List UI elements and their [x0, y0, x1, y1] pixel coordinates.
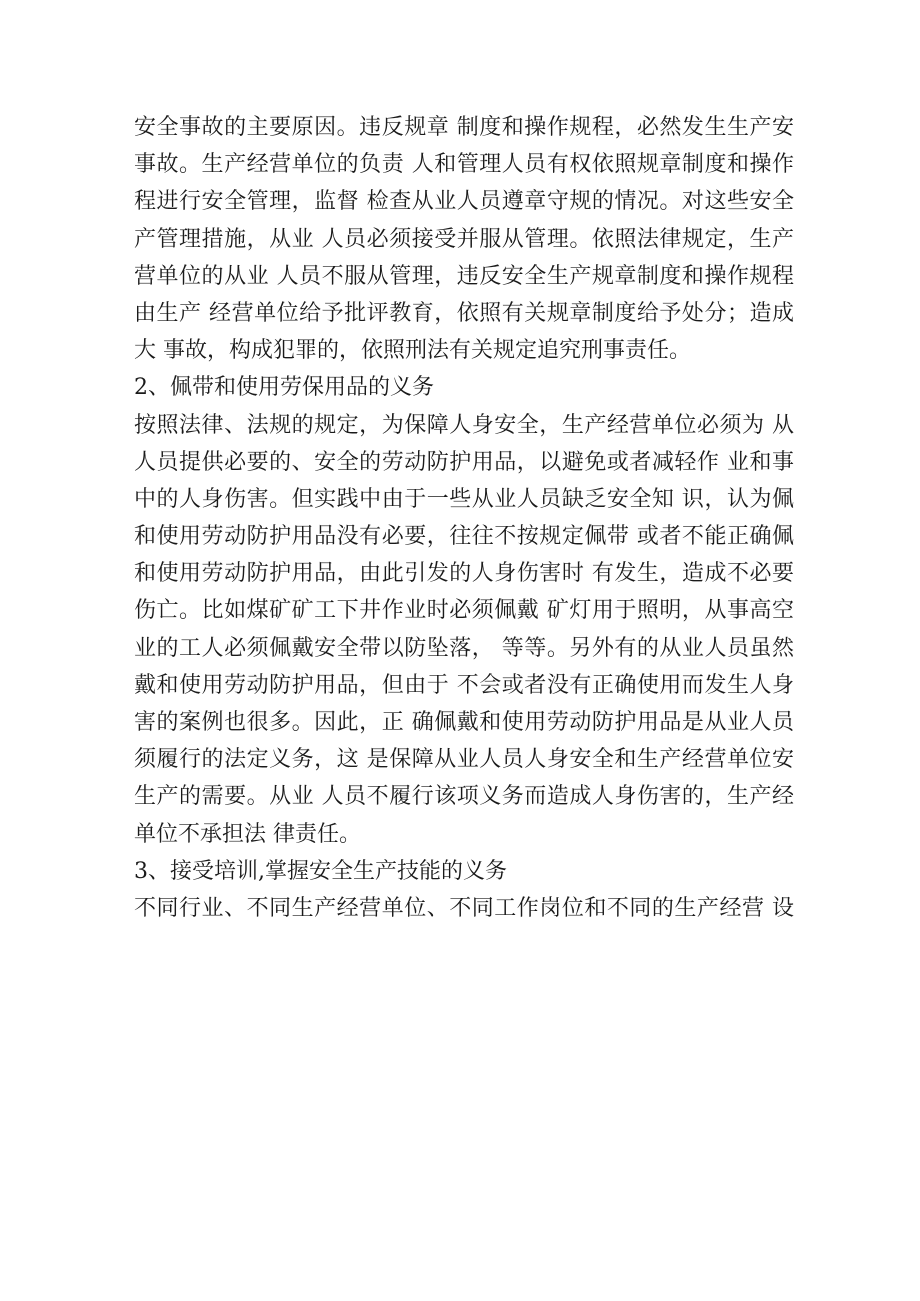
text-line: 生产的需要。从业 人员不履行该项义务而造成人身伤害的，生产经: [134, 784, 794, 810]
text-line: 产管理措施，从业 人员必须接受并服从管理。依照法律规定，生产: [134, 226, 794, 252]
text-line: 须履行的法定义务，这 是保障从业人员人身安全和生产经营单位安: [134, 747, 794, 773]
text-line: 伤亡。比如煤矿矿工下井作业时必须佩戴 矿灯用于照明，从事高空: [134, 598, 794, 624]
text-line: 和使用劳动防护用品，由此引发的人身伤害时 有发生，造成不必要: [134, 561, 794, 587]
text-line: 大 事故，构成犯罪的，依照刑法有关规定追究刑事责任。: [134, 338, 691, 364]
text-line: 和使用劳动防护用品没有必要，往往不按规定佩带 或者不能正确佩: [134, 524, 794, 550]
text-line: 营单位的从业 人员不服从管理，违反安全生产规章制度和操作规程: [134, 263, 794, 289]
text-line: 中的人身伤害。但实践中由于一些从业人员缺乏安全知 识，认为佩: [134, 486, 794, 512]
text-line: 按照法律、法规的规定，为保障人身安全，生产经营单位必须为 从: [134, 412, 794, 438]
text-line: 程进行安全管理，监督 检查从业人员遵章守规的情况。对这些安全: [134, 189, 794, 215]
text-line: 事故。生产经营单位的负责 人和管理人员有权依照规章制度和操作: [134, 152, 794, 178]
text-line: 安全事故的主要原因。违反规章 制度和操作规程，必然发生生产安: [134, 115, 794, 140]
text-line: 由生产 经营单位给予批评教育，依照有关规章制度给予处分；造成: [134, 300, 794, 326]
text-line: 单位不承担法 律责任。: [134, 821, 361, 847]
text-line: 3、接受培训,掌握安全生产技能的义务: [134, 858, 507, 884]
body-text: [134, 109, 794, 927]
text-line: 2、佩带和使用劳保用品的义务: [134, 375, 434, 401]
text-line: 业的工人必须佩戴安全带以防坠落， 等等。另外有的从业人员虽然: [134, 635, 794, 661]
text-line: 害的案例也很多。因此，正 确佩戴和使用劳动防护用品是从业人员: [134, 710, 794, 735]
text-line: 人员提供必要的、安全的劳动防护用品，以避免或者减轻作 业和事: [134, 449, 794, 475]
text-line: 戴和使用劳动防护用品，但由于 不会或者没有正确使用而发生人身: [134, 672, 794, 698]
text-line: 不同行业、不同生产经营单位、不同工作岗位和不同的生产经营 设: [134, 895, 794, 921]
